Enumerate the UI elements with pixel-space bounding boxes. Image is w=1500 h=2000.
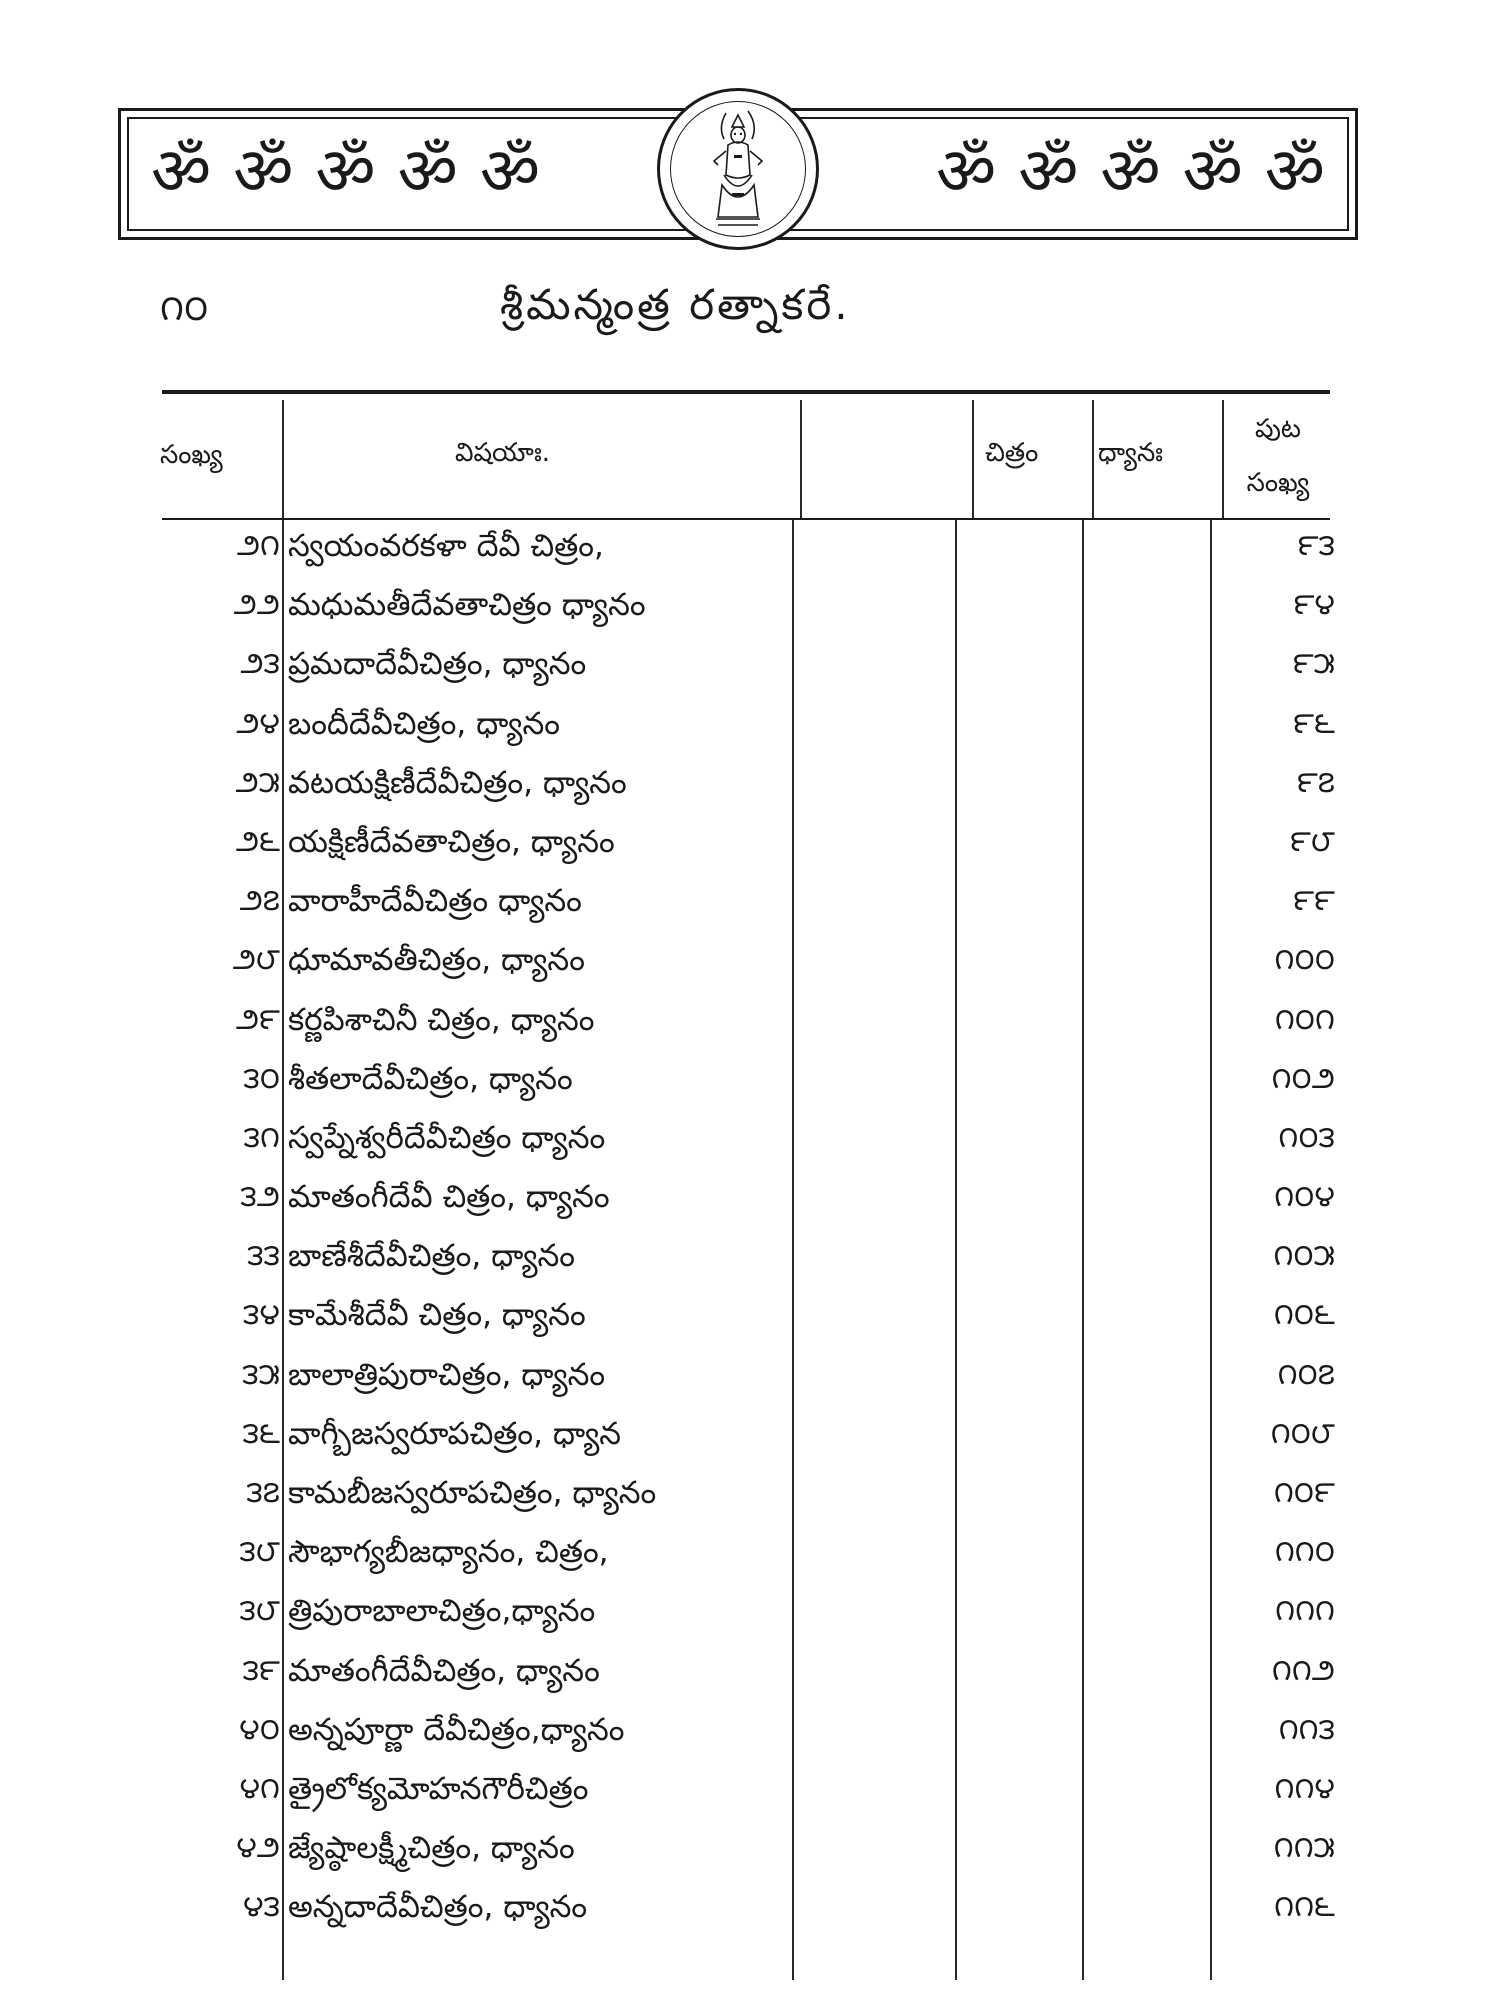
table-row	[0, 1526, 1500, 1585]
row-number: ౨౫	[235, 764, 280, 800]
column-divider	[800, 400, 802, 518]
table-row	[0, 1585, 1500, 1644]
row-page: ౧౦౦	[1274, 942, 1335, 978]
row-number: ౩౬	[242, 1415, 280, 1451]
table-row	[0, 1349, 1500, 1408]
book-title: శ్రీమన్మంత్ర రత్నాకరే.	[500, 280, 851, 329]
row-subject: మాతంగీదేవీ చిత్రం, ధ్యానం	[288, 1179, 610, 1216]
row-page: ౧౦౯	[1273, 1475, 1335, 1510]
table-row	[0, 1408, 1500, 1467]
header-page-line1: పుట	[1254, 414, 1302, 444]
row-number: ౩౩	[247, 1238, 280, 1274]
header-subject: విషయాః.	[455, 438, 551, 468]
row-page: ౧౦౫	[1273, 1238, 1335, 1274]
deity-medallion	[657, 88, 819, 250]
table-row	[0, 1881, 1500, 1940]
row-page: ౧౧౨	[1271, 1652, 1335, 1688]
table-top-rule	[162, 390, 1330, 394]
row-number: ౨౪	[236, 705, 280, 741]
row-number: ౩౪	[243, 1297, 280, 1333]
row-subject: త్రిపురాబాలాచిత్రం,ధ్యానం	[288, 1593, 596, 1630]
column-divider	[972, 400, 974, 518]
row-page: ౧౧౧	[1275, 1593, 1335, 1629]
row-page: ౧౧౪	[1274, 1770, 1335, 1806]
row-subject: స్వయంవరకళా దేవీ చిత్రం,	[288, 528, 604, 564]
row-page: ౯౫	[1292, 646, 1335, 682]
row-subject: జ్యేష్ఠాలక్ష్మీచిత్రం, ధ్యానం	[288, 1830, 575, 1867]
row-subject: కామబీజస్వరూపచిత్రం, ధ్యానం	[288, 1475, 657, 1511]
table-row	[0, 1822, 1500, 1881]
row-number: ౪౧	[239, 1770, 280, 1806]
row-page: ౯౪	[1293, 587, 1335, 623]
header-dhyana: ధ్యానః	[1098, 438, 1163, 468]
page-number: ౧౦	[160, 288, 209, 329]
row-subject: ప్రమదాదేవీచిత్రం, ధ్యానం	[288, 646, 587, 683]
row-subject: మధుమతీదేవతాచిత్రం ధ్యానం	[288, 587, 646, 624]
row-number: ౨౯	[235, 1001, 280, 1037]
row-subject: మాతంగీదేవీచిత్రం, ధ్యానం	[288, 1652, 600, 1689]
header-image: చిత్రం	[985, 438, 1039, 468]
column-divider	[1092, 400, 1094, 518]
row-subject: కర్ణపిశాచినీ చిత్రం, ధ్యానం	[288, 1001, 595, 1038]
row-number: ౩౯	[242, 1652, 280, 1688]
om-group-right	[935, 133, 1325, 210]
row-page: ౧౦౬	[1273, 1297, 1335, 1333]
row-subject: కామేశీదేవీ చిత్రం, ధ్యానం	[288, 1297, 586, 1334]
row-page: ౯౯	[1293, 883, 1335, 919]
om-symbol: ॐ	[1018, 133, 1079, 210]
row-number: ౨౧	[236, 528, 280, 563]
row-page: ౧౦౨	[1271, 1060, 1335, 1096]
row-number: ౩౮	[239, 1534, 280, 1570]
om-symbol: ॐ	[935, 133, 997, 210]
row-subject: స్వప్నేశ్వరీదేవీచిత్రం ధ్యానం	[288, 1119, 606, 1156]
row-subject: శీతలాదేవీచిత్రం, ధ్యానం	[288, 1060, 573, 1097]
table-body	[0, 520, 1500, 1941]
row-subject: యక్షిణీదేవతాచిత్రం, ధ్యానం	[288, 823, 615, 860]
row-page: ౧౧౫	[1273, 1830, 1335, 1866]
row-number: ౨౮	[232, 942, 280, 978]
table-row	[0, 1289, 1500, 1348]
row-page: ౧౧౩	[1278, 1711, 1335, 1747]
row-subject: వటయక్షిణీదేవీచిత్రం, ధ్యానం	[288, 764, 627, 801]
row-number: ౩౧	[243, 1119, 280, 1155]
row-subject: బాలాత్రిపురాచిత్రం, ధ్యానం	[288, 1356, 606, 1393]
table-row	[0, 520, 1500, 579]
row-number: ౩౨	[240, 1179, 280, 1215]
header-page-number	[1238, 402, 1318, 510]
row-number: ౨౩	[240, 646, 280, 682]
row-subject: బందీదేవీచిత్రం, ధ్యానం	[288, 705, 560, 742]
row-page: ౧౦౮	[1270, 1415, 1335, 1451]
table-row	[0, 1467, 1500, 1526]
row-number: ౩౦	[243, 1060, 280, 1096]
row-page: ౧౧౬	[1274, 1889, 1335, 1925]
row-subject: సౌభాగ్యబీజధ్యానం, చిత్రం,	[288, 1534, 609, 1571]
row-subject: అన్నదాదేవీచిత్రం, ధ్యానం	[288, 1889, 588, 1926]
row-number: ౩౭	[246, 1475, 280, 1510]
table-row	[0, 1053, 1500, 1112]
row-number: ౪౨	[236, 1830, 280, 1866]
header-page-line2: సంఖ్య	[1246, 468, 1310, 498]
row-subject: ధూమావతీచిత్రం, ధ్యానం	[288, 942, 585, 979]
row-page: ౧౦౩	[1278, 1119, 1335, 1155]
om-symbol: ॐ	[479, 133, 541, 210]
table-row	[0, 1230, 1500, 1289]
om-symbol: ॐ	[1264, 133, 1325, 210]
table-row	[0, 1112, 1500, 1171]
row-page: ౧౦౧	[1274, 1001, 1335, 1037]
om-group-left	[151, 133, 541, 210]
om-symbol: ॐ	[397, 133, 458, 210]
table-row	[0, 1171, 1500, 1230]
row-subject: వాగ్బీజస్వరూపచిత్రం, ధ్యాన	[288, 1415, 622, 1452]
table-row	[0, 934, 1500, 993]
om-symbol: ॐ	[1182, 133, 1243, 210]
om-symbol: ॐ	[315, 133, 376, 210]
row-number: ౪౩	[243, 1889, 280, 1925]
row-number: ౨౬	[235, 823, 280, 859]
om-symbol: ॐ	[151, 133, 212, 210]
row-page: ౯౬	[1293, 705, 1335, 741]
row-number: ౪౦	[239, 1711, 280, 1747]
table-row	[0, 757, 1500, 816]
row-number: ౩౮	[239, 1593, 280, 1629]
table-row	[0, 816, 1500, 875]
row-subject: త్రైలోక్యమోహనగౌరీచిత్రం	[288, 1770, 589, 1807]
row-subject: బాణేశీదేవీచిత్రం, ధ్యానం	[288, 1238, 576, 1275]
row-page: ౧౧౦	[1274, 1534, 1335, 1570]
table-row	[0, 638, 1500, 697]
deity-icon	[688, 105, 788, 235]
om-symbol: ॐ	[1100, 133, 1161, 210]
row-page: ౧౦౭	[1277, 1356, 1335, 1392]
header-number: సంఖ్య	[160, 440, 223, 470]
table-row	[0, 1645, 1500, 1704]
table-row	[0, 698, 1500, 757]
column-divider	[1222, 400, 1224, 518]
table-row	[0, 875, 1500, 934]
row-page: ౯౩	[1297, 528, 1335, 563]
row-page: ౯౭	[1296, 764, 1335, 800]
column-divider	[282, 400, 284, 518]
row-page: ౯౮	[1289, 823, 1335, 859]
table-row	[0, 994, 1500, 1053]
row-number: ౨౭	[239, 883, 280, 919]
row-number: ౨౨	[233, 587, 280, 623]
row-subject: అన్నపూర్ణా దేవీచిత్రం,ధ్యానం	[288, 1711, 625, 1748]
om-symbol: ॐ	[233, 133, 294, 210]
row-page: ౧౦౪	[1274, 1179, 1335, 1215]
table-row	[0, 1704, 1500, 1763]
row-number: ౩౫	[242, 1356, 280, 1392]
table-row	[0, 579, 1500, 638]
table-row	[0, 1763, 1500, 1822]
row-subject: వారాహీదేవీచిత్రం ధ్యానం	[288, 883, 582, 920]
